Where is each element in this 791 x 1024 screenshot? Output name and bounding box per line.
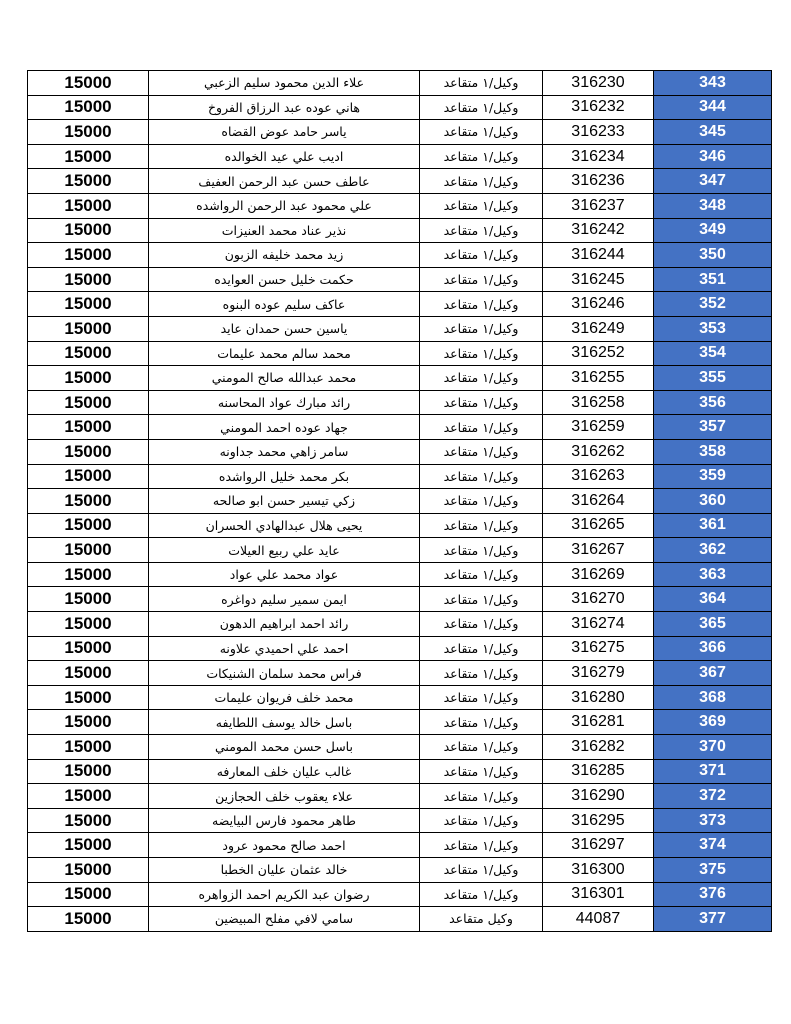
rank-cell: وكيل/١ متقاعد <box>420 858 543 883</box>
table-row <box>28 538 772 563</box>
sequence-number-cell: 345 <box>654 120 772 145</box>
sequence-number-cell: 373 <box>654 808 772 833</box>
id-number-cell: 316234 <box>543 144 654 169</box>
id-number-cell: 316295 <box>543 808 654 833</box>
sequence-number-cell: 349 <box>654 218 772 243</box>
sequence-number-cell: 351 <box>654 267 772 292</box>
amount-cell: 15000 <box>28 120 149 145</box>
table-row <box>28 218 772 243</box>
rank-cell: وكيل/١ متقاعد <box>420 390 543 415</box>
table-row <box>28 267 772 292</box>
rank-cell: وكيل/١ متقاعد <box>420 243 543 268</box>
rank-cell: وكيل/١ متقاعد <box>420 439 543 464</box>
table-row <box>28 415 772 440</box>
sequence-number-cell: 355 <box>654 366 772 391</box>
sequence-number-cell: 364 <box>654 587 772 612</box>
rank-cell: وكيل/١ متقاعد <box>420 710 543 735</box>
table-row <box>28 489 772 514</box>
name-cell: خالد عثمان عليان الخطبا <box>149 858 420 883</box>
rank-cell: وكيل/١ متقاعد <box>420 489 543 514</box>
amount-cell: 15000 <box>28 366 149 391</box>
rank-cell: وكيل/١ متقاعد <box>420 95 543 120</box>
rank-cell: وكيل/١ متقاعد <box>420 882 543 907</box>
name-cell: ياسين حسن حمدان عايد <box>149 316 420 341</box>
name-cell: رضوان عبد الكريم احمد الزواهره <box>149 882 420 907</box>
rank-cell: وكيل/١ متقاعد <box>420 169 543 194</box>
amount-cell: 15000 <box>28 882 149 907</box>
id-number-cell: 316274 <box>543 612 654 637</box>
table-row <box>28 95 772 120</box>
id-number-cell: 316255 <box>543 366 654 391</box>
sequence-number-cell: 371 <box>654 759 772 784</box>
amount-cell: 15000 <box>28 415 149 440</box>
id-number-cell: 316280 <box>543 685 654 710</box>
name-cell: رائد مبارك عواد المحاسنه <box>149 390 420 415</box>
rank-cell: وكيل/١ متقاعد <box>420 366 543 391</box>
roster-table-body <box>28 71 772 932</box>
name-cell: ايمن سمير سليم دواغره <box>149 587 420 612</box>
name-cell: محمد خلف فريوان عليمات <box>149 685 420 710</box>
id-number-cell: 316262 <box>543 439 654 464</box>
table-row <box>28 513 772 538</box>
rank-cell: وكيل/١ متقاعد <box>420 833 543 858</box>
name-cell: اديب علي عيد الخوالده <box>149 144 420 169</box>
sequence-number-cell: 365 <box>654 612 772 637</box>
sequence-number-cell: 376 <box>654 882 772 907</box>
amount-cell: 15000 <box>28 562 149 587</box>
name-cell: احمد صالح محمود عرود <box>149 833 420 858</box>
table-row <box>28 612 772 637</box>
name-cell: سامر زاهي محمد جداونه <box>149 439 420 464</box>
amount-cell: 15000 <box>28 243 149 268</box>
sequence-number-cell: 347 <box>654 169 772 194</box>
amount-cell: 15000 <box>28 193 149 218</box>
sequence-number-cell: 358 <box>654 439 772 464</box>
table-row <box>28 144 772 169</box>
amount-cell: 15000 <box>28 218 149 243</box>
amount-cell: 15000 <box>28 464 149 489</box>
id-number-cell: 316269 <box>543 562 654 587</box>
rank-cell: وكيل/١ متقاعد <box>420 538 543 563</box>
id-number-cell: 316263 <box>543 464 654 489</box>
sequence-number-cell: 375 <box>654 858 772 883</box>
table-row <box>28 562 772 587</box>
amount-cell: 15000 <box>28 735 149 760</box>
rank-cell: وكيل/١ متقاعد <box>420 513 543 538</box>
table-row <box>28 169 772 194</box>
name-cell: عاطف حسن عبد الرحمن العفيف <box>149 169 420 194</box>
table-row <box>28 735 772 760</box>
sequence-number-cell: 348 <box>654 193 772 218</box>
name-cell: باسل حسن محمد المومني <box>149 735 420 760</box>
rank-cell: وكيل/١ متقاعد <box>420 144 543 169</box>
name-cell: عايد علي ربيع العيلات <box>149 538 420 563</box>
sequence-number-cell: 360 <box>654 489 772 514</box>
sequence-number-cell: 377 <box>654 907 772 932</box>
name-cell: طاهر محمود فارس البيايضه <box>149 808 420 833</box>
rank-cell: وكيل/١ متقاعد <box>420 71 543 96</box>
sequence-number-cell: 361 <box>654 513 772 538</box>
id-number-cell: 316267 <box>543 538 654 563</box>
sequence-number-cell: 344 <box>654 95 772 120</box>
name-cell: علاء يعقوب خلف الحجازين <box>149 784 420 809</box>
id-number-cell: 316246 <box>543 292 654 317</box>
amount-cell: 15000 <box>28 71 149 96</box>
sequence-number-cell: 374 <box>654 833 772 858</box>
rank-cell: وكيل/١ متقاعد <box>420 808 543 833</box>
id-number-cell: 316281 <box>543 710 654 735</box>
rank-cell: وكيل/١ متقاعد <box>420 292 543 317</box>
sequence-number-cell: 359 <box>654 464 772 489</box>
rank-cell: وكيل/١ متقاعد <box>420 415 543 440</box>
name-cell: يحيى هلال عبدالهادي الحسران <box>149 513 420 538</box>
amount-cell: 15000 <box>28 144 149 169</box>
id-number-cell: 44087 <box>543 907 654 932</box>
name-cell: رائد احمد ابراهيم الدهون <box>149 612 420 637</box>
id-number-cell: 316233 <box>543 120 654 145</box>
amount-cell: 15000 <box>28 612 149 637</box>
amount-cell: 15000 <box>28 710 149 735</box>
amount-cell: 15000 <box>28 267 149 292</box>
amount-cell: 15000 <box>28 489 149 514</box>
name-cell: زكي تيسير حسن ابو صالحه <box>149 489 420 514</box>
id-number-cell: 316259 <box>543 415 654 440</box>
sequence-number-cell: 363 <box>654 562 772 587</box>
rank-cell: وكيل/١ متقاعد <box>420 784 543 809</box>
amount-cell: 15000 <box>28 661 149 686</box>
sequence-number-cell: 356 <box>654 390 772 415</box>
name-cell: محمد عبدالله صالح المومني <box>149 366 420 391</box>
rank-cell: وكيل/١ متقاعد <box>420 636 543 661</box>
table-row <box>28 439 772 464</box>
amount-cell: 15000 <box>28 784 149 809</box>
name-cell: فراس محمد سلمان الشنيكات <box>149 661 420 686</box>
table-row <box>28 193 772 218</box>
id-number-cell: 316300 <box>543 858 654 883</box>
name-cell: زيد محمد خليفه الزبون <box>149 243 420 268</box>
table-row <box>28 587 772 612</box>
table-row <box>28 710 772 735</box>
amount-cell: 15000 <box>28 907 149 932</box>
document-page <box>27 70 766 932</box>
table-row <box>28 366 772 391</box>
name-cell: غالب عليان خلف المعارفه <box>149 759 420 784</box>
amount-cell: 15000 <box>28 833 149 858</box>
amount-cell: 15000 <box>28 390 149 415</box>
sequence-number-cell: 343 <box>654 71 772 96</box>
id-number-cell: 316236 <box>543 169 654 194</box>
rank-cell: وكيل/١ متقاعد <box>420 464 543 489</box>
amount-cell: 15000 <box>28 292 149 317</box>
sequence-number-cell: 367 <box>654 661 772 686</box>
name-cell: عواد محمد علي عواد <box>149 562 420 587</box>
amount-cell: 15000 <box>28 587 149 612</box>
id-number-cell: 316290 <box>543 784 654 809</box>
table-row <box>28 685 772 710</box>
rank-cell: وكيل/١ متقاعد <box>420 218 543 243</box>
id-number-cell: 316285 <box>543 759 654 784</box>
id-number-cell: 316264 <box>543 489 654 514</box>
id-number-cell: 316237 <box>543 193 654 218</box>
sequence-number-cell: 370 <box>654 735 772 760</box>
rank-cell: وكيل/١ متقاعد <box>420 341 543 366</box>
id-number-cell: 316265 <box>543 513 654 538</box>
table-row <box>28 833 772 858</box>
rank-cell: وكيل/١ متقاعد <box>420 735 543 760</box>
amount-cell: 15000 <box>28 341 149 366</box>
rank-cell: وكيل/١ متقاعد <box>420 587 543 612</box>
name-cell: احمد علي احميدي علاونه <box>149 636 420 661</box>
amount-cell: 15000 <box>28 316 149 341</box>
name-cell: علي محمود عبد الرحمن الرواشده <box>149 193 420 218</box>
sequence-number-cell: 372 <box>654 784 772 809</box>
rank-cell: وكيل/١ متقاعد <box>420 562 543 587</box>
id-number-cell: 316252 <box>543 341 654 366</box>
sequence-number-cell: 357 <box>654 415 772 440</box>
name-cell: بكر محمد خليل الرواشده <box>149 464 420 489</box>
name-cell: حكمت خليل حسن العوايده <box>149 267 420 292</box>
amount-cell: 15000 <box>28 538 149 563</box>
table-row <box>28 808 772 833</box>
id-number-cell: 316242 <box>543 218 654 243</box>
sequence-number-cell: 354 <box>654 341 772 366</box>
amount-cell: 15000 <box>28 439 149 464</box>
sequence-number-cell: 350 <box>654 243 772 268</box>
table-row <box>28 341 772 366</box>
sequence-number-cell: 352 <box>654 292 772 317</box>
sequence-number-cell: 366 <box>654 636 772 661</box>
table-row <box>28 464 772 489</box>
amount-cell: 15000 <box>28 169 149 194</box>
id-number-cell: 316270 <box>543 587 654 612</box>
rank-cell: وكيل/١ متقاعد <box>420 685 543 710</box>
table-row <box>28 784 772 809</box>
table-row <box>28 71 772 96</box>
rank-cell: وكيل/١ متقاعد <box>420 612 543 637</box>
id-number-cell: 316232 <box>543 95 654 120</box>
table-row <box>28 661 772 686</box>
name-cell: علاء الدين محمود سليم الزعبي <box>149 71 420 96</box>
name-cell: نذير عناد محمد العنيزات <box>149 218 420 243</box>
sequence-number-cell: 368 <box>654 685 772 710</box>
name-cell: محمد سالم محمد عليمات <box>149 341 420 366</box>
amount-cell: 15000 <box>28 636 149 661</box>
id-number-cell: 316244 <box>543 243 654 268</box>
rank-cell: وكيل/١ متقاعد <box>420 316 543 341</box>
rank-cell: وكيل/١ متقاعد <box>420 193 543 218</box>
table-row <box>28 759 772 784</box>
amount-cell: 15000 <box>28 95 149 120</box>
name-cell: باسل خالد يوسف اللطايفه <box>149 710 420 735</box>
rank-cell: وكيل/١ متقاعد <box>420 120 543 145</box>
amount-cell: 15000 <box>28 858 149 883</box>
id-number-cell: 316279 <box>543 661 654 686</box>
table-row <box>28 292 772 317</box>
sequence-number-cell: 353 <box>654 316 772 341</box>
table-row <box>28 636 772 661</box>
rank-cell: وكيل/١ متقاعد <box>420 759 543 784</box>
table-row <box>28 882 772 907</box>
amount-cell: 15000 <box>28 513 149 538</box>
table-row <box>28 316 772 341</box>
id-number-cell: 316245 <box>543 267 654 292</box>
id-number-cell: 316297 <box>543 833 654 858</box>
table-row <box>28 243 772 268</box>
sequence-number-cell: 346 <box>654 144 772 169</box>
amount-cell: 15000 <box>28 685 149 710</box>
id-number-cell: 316275 <box>543 636 654 661</box>
id-number-cell: 316249 <box>543 316 654 341</box>
name-cell: ياسر حامد عوض القضاه <box>149 120 420 145</box>
amount-cell: 15000 <box>28 759 149 784</box>
rank-cell: وكيل/١ متقاعد <box>420 267 543 292</box>
id-number-cell: 316301 <box>543 882 654 907</box>
table-row <box>28 858 772 883</box>
name-cell: هاني عوده عبد الرزاق الفروخ <box>149 95 420 120</box>
amount-cell: 15000 <box>28 808 149 833</box>
name-cell: عاكف سليم عوده البنوه <box>149 292 420 317</box>
name-cell: سامي لافي مفلح المبيضين <box>149 907 420 932</box>
id-number-cell: 316282 <box>543 735 654 760</box>
sequence-number-cell: 369 <box>654 710 772 735</box>
table-row <box>28 390 772 415</box>
table-row <box>28 120 772 145</box>
sequence-number-cell: 362 <box>654 538 772 563</box>
id-number-cell: 316258 <box>543 390 654 415</box>
roster-table <box>27 70 772 932</box>
name-cell: جهاد عوده احمد المومني <box>149 415 420 440</box>
rank-cell: وكيل/١ متقاعد <box>420 661 543 686</box>
rank-cell: وكيل متقاعد <box>420 907 543 932</box>
id-number-cell: 316230 <box>543 71 654 96</box>
table-row <box>28 907 772 932</box>
